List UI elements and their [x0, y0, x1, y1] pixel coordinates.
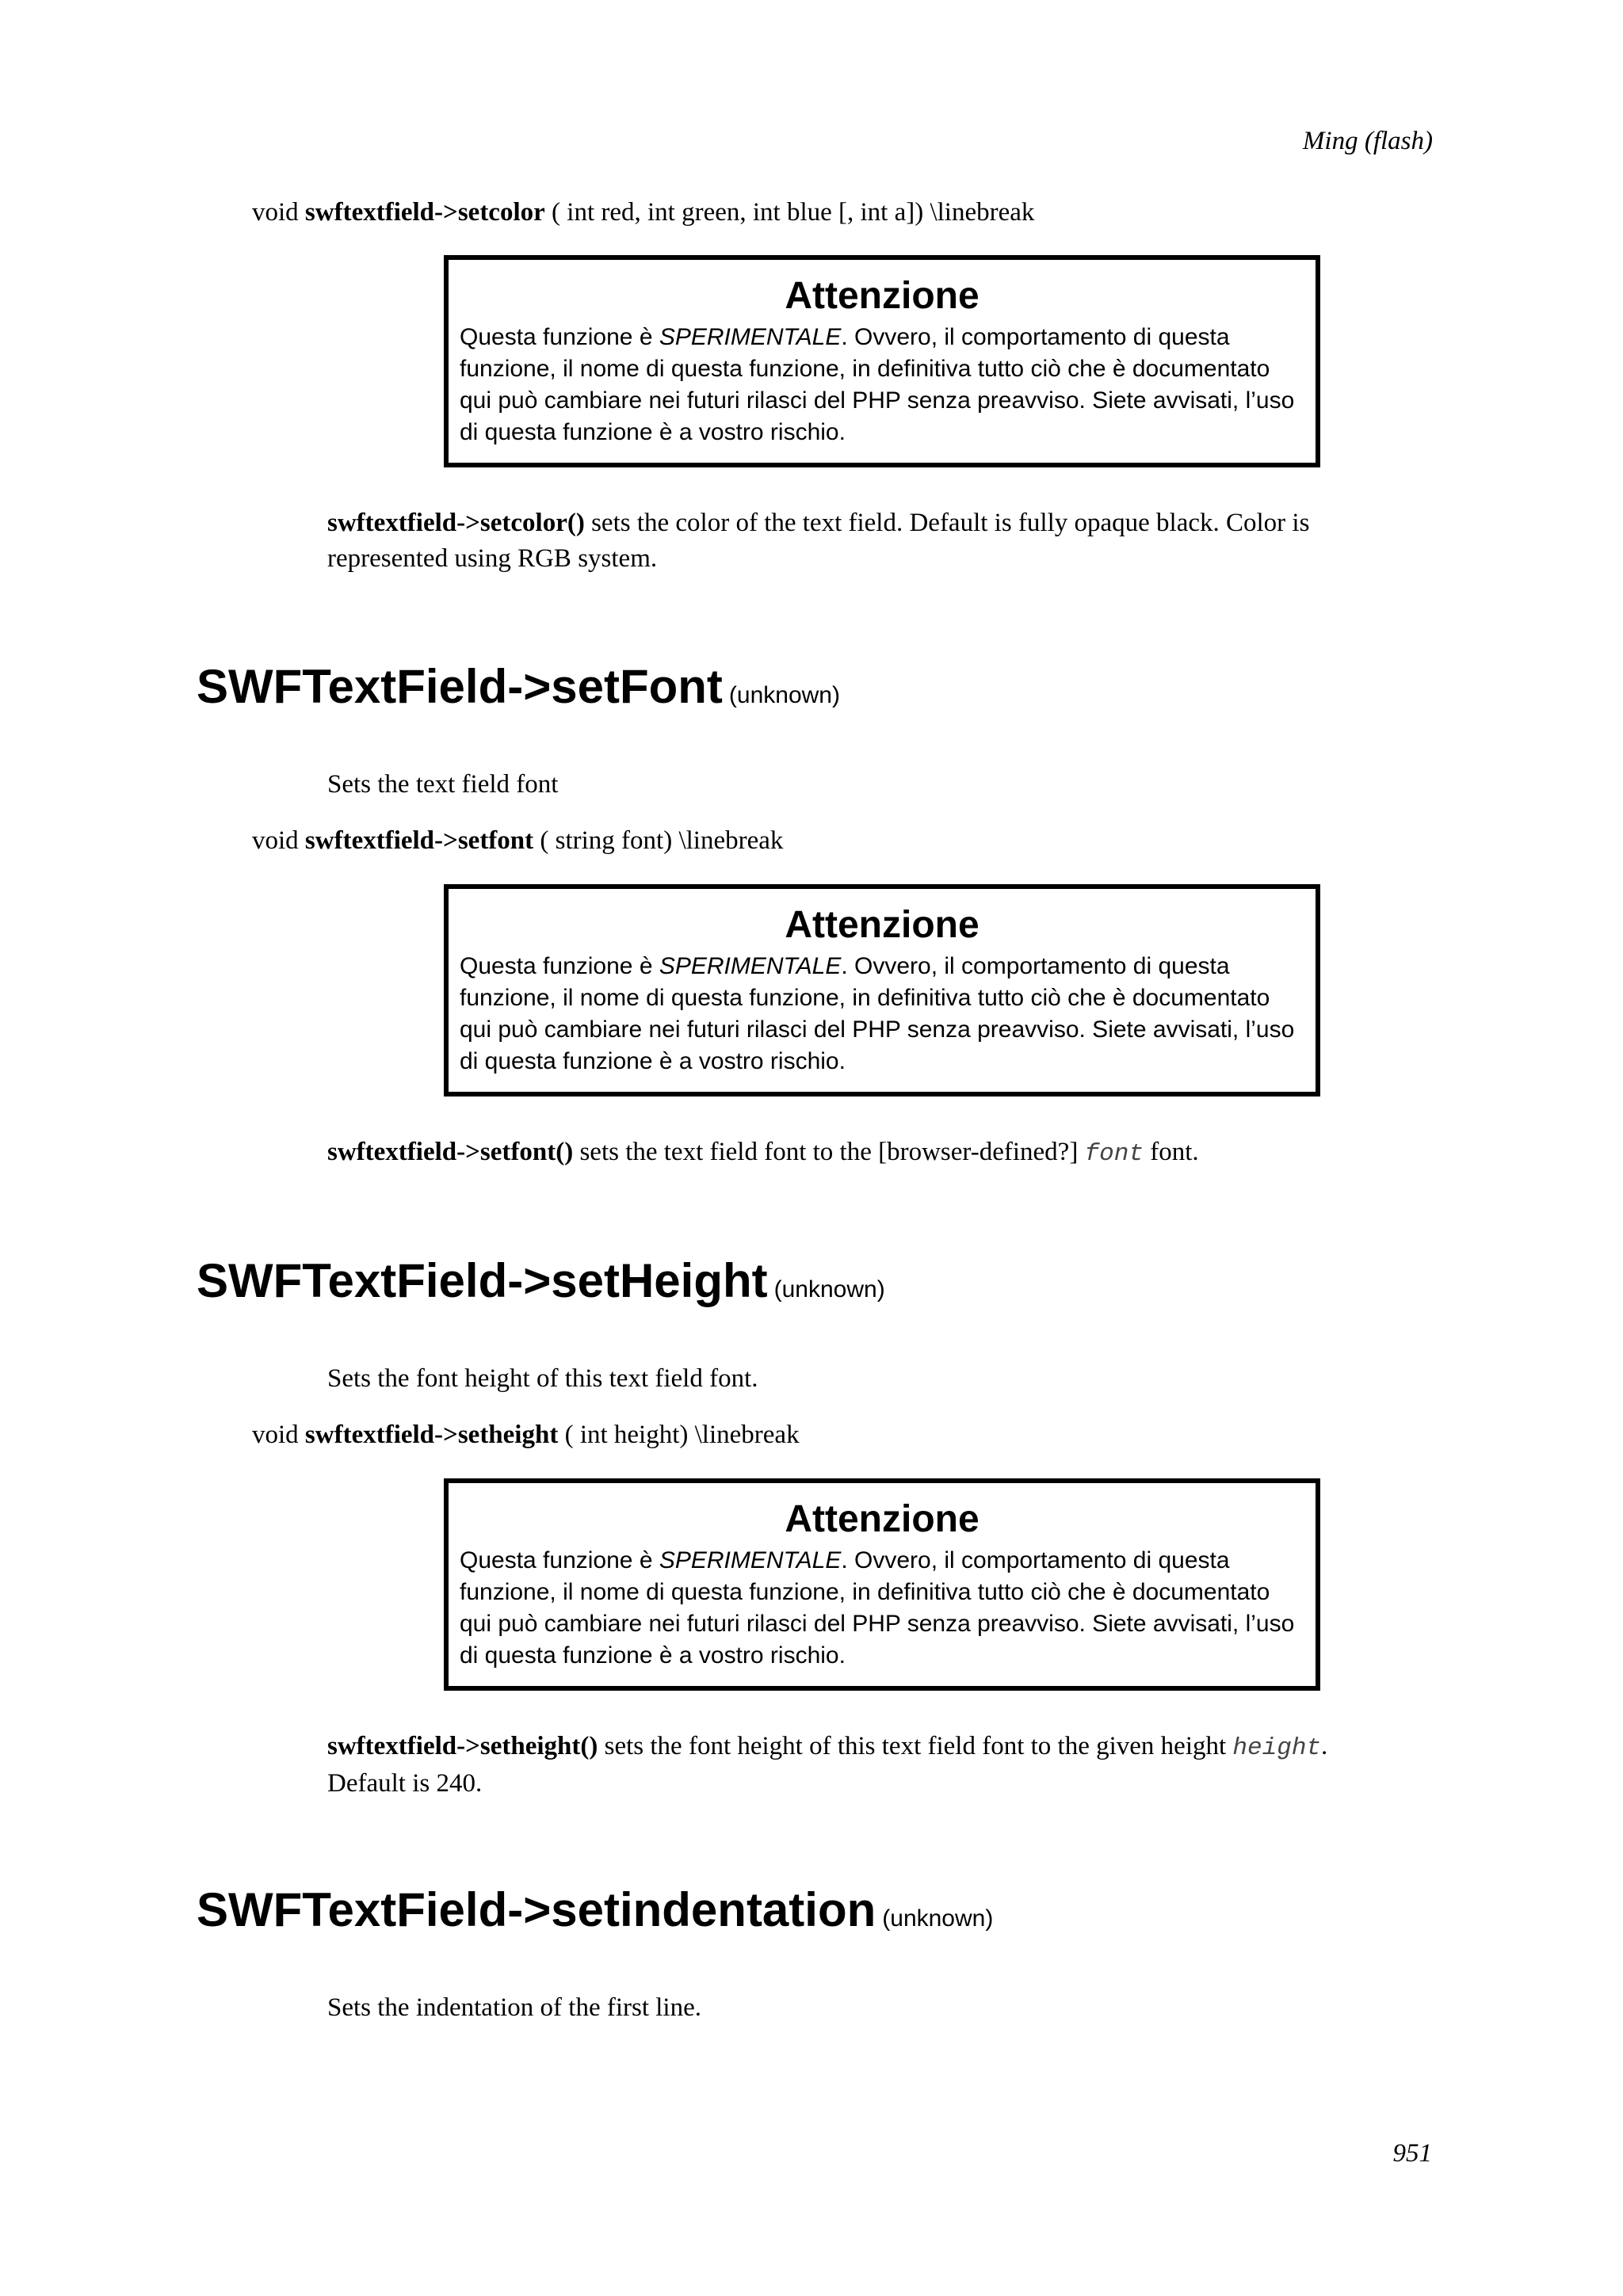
description-function-name: swftextfield->setheight()	[327, 1732, 598, 1760]
synopsis-function-name: swftextfield->setfont	[304, 826, 534, 855]
description-text: sets the text field font to the [browser-defined?]	[573, 1138, 1085, 1166]
synopsis-arguments: ( int red, int green, int blue [, int a]) \linebreak	[544, 198, 1035, 227]
warning-text	[460, 322, 1304, 448]
warning-title: Attenzione	[785, 904, 980, 946]
warning-title: Attenzione	[785, 1498, 980, 1540]
warning-text-end: . Ovvero, il comportamento di questa funzione, il nome di questa funzione, in definitiva tutto ciò che è documentato qui può cambiare nei futuri rilasci del PHP senza preavviso. Siete avvisati, l’uso di questa funzione è a vostro rischio.	[460, 1547, 1295, 1669]
heading-version-tag: (unknown)	[773, 1276, 885, 1302]
setfont-purpose: Sets the text field font	[327, 770, 559, 799]
warning-text-start: Questa funzione è	[460, 324, 659, 350]
setcolor-synopsis	[252, 198, 1034, 227]
setheight-synopsis	[252, 1421, 800, 1450]
section-heading-setfont	[197, 659, 840, 714]
section-heading-setindentation	[197, 1882, 993, 1937]
parameter-name: height	[1232, 1734, 1322, 1762]
description-text: sets the color of the text field. Default is fully opaque black. Color is represented using RGB system.	[327, 509, 1310, 573]
synopsis-arguments: ( int height) \linebreak	[558, 1421, 800, 1449]
heading-version-tag: (unknown)	[882, 1905, 994, 1932]
description-text-end: . Default is 240.	[327, 1732, 1328, 1798]
synopsis-arguments: ( string font) \linebreak	[533, 826, 784, 855]
warning-text-start: Questa funzione è	[460, 953, 659, 979]
warning-text-start: Questa funzione è	[460, 1547, 659, 1573]
heading-name: SWFTextField->setindentation	[197, 1883, 876, 1936]
warning-text	[460, 951, 1304, 1077]
warning-text-emphasis: SPERIMENTALE	[659, 324, 842, 350]
synopsis-return-type: void	[252, 198, 305, 227]
warning-text	[460, 1545, 1304, 1672]
setindentation-purpose: Sets the indentation of the first line.	[327, 1993, 701, 2022]
setheight-description	[327, 1729, 1405, 1802]
page-number: 951	[1392, 2139, 1432, 2168]
warning-text-end: . Ovvero, il comportamento di questa funzione, il nome di questa funzione, in definitiva tutto ciò che è documentato qui può cambiare nei futuri rilasci del PHP senza preavviso. Siete avvisati, l’uso di questa funzione è a vostro rischio.	[460, 324, 1295, 445]
synopsis-return-type: void	[252, 826, 305, 855]
description-text-end: font.	[1144, 1138, 1199, 1166]
section-heading-setheight	[197, 1253, 885, 1308]
description-function-name: swftextfield->setcolor()	[327, 509, 585, 537]
heading-name: SWFTextField->setHeight	[197, 1254, 768, 1307]
synopsis-function-name: swftextfield->setcolor	[304, 198, 545, 227]
experimental-warning-box	[444, 255, 1320, 467]
setheight-purpose: Sets the font height of this text field font.	[327, 1364, 758, 1393]
warning-text-end: . Ovvero, il comportamento di questa funzione, il nome di questa funzione, in definitiva tutto ciò che è documentato qui può cambiare nei futuri rilasci del PHP senza preavviso. Siete avvisati, l’uso di questa funzione è a vostro rischio.	[460, 953, 1295, 1074]
synopsis-return-type: void	[252, 1421, 305, 1449]
parameter-name: font	[1084, 1140, 1144, 1168]
warning-text-emphasis: SPERIMENTALE	[659, 953, 842, 979]
warning-title: Attenzione	[785, 275, 980, 317]
setcolor-description	[327, 505, 1405, 577]
warning-text-emphasis: SPERIMENTALE	[659, 1547, 842, 1573]
description-text: sets the font height of this text field font to the given height	[598, 1732, 1233, 1760]
experimental-warning-box	[444, 884, 1320, 1097]
heading-name: SWFTextField->setFont	[197, 660, 723, 713]
setfont-synopsis	[252, 826, 783, 856]
setfont-description	[327, 1135, 1405, 1172]
synopsis-function-name: swftextfield->setheight	[304, 1421, 559, 1449]
description-function-name: swftextfield->setfont()	[327, 1138, 574, 1166]
experimental-warning-box	[444, 1478, 1320, 1691]
running-header-title: Ming (flash)	[1302, 127, 1433, 155]
heading-version-tag: (unknown)	[728, 682, 840, 708]
